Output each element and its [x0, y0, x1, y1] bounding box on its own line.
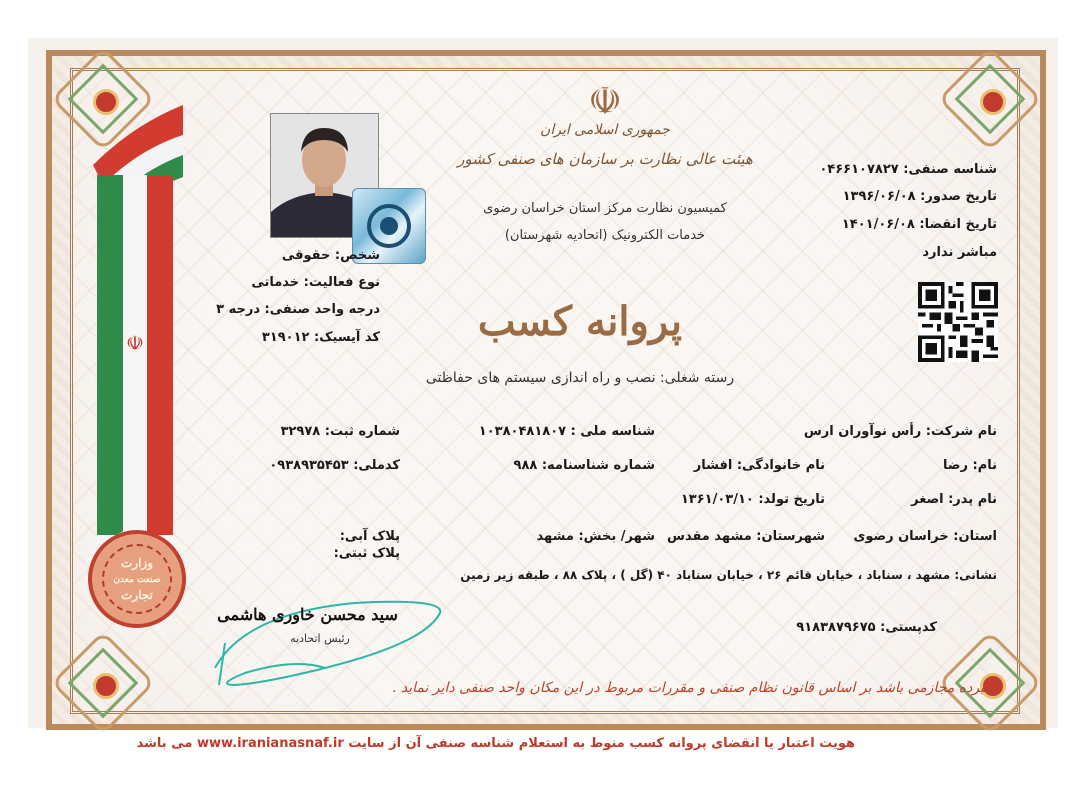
manager-status: مباشر ندارد: [922, 245, 997, 260]
postal-code: کدپستی: ۹۱۸۳۸۷۹۶۷۵: [796, 620, 937, 635]
county: شهرستان: مشهد مقدس: [667, 529, 825, 544]
id-number: شماره شناسنامه: ۹۸۸: [513, 458, 655, 473]
document-title: پروانه کسب: [477, 298, 683, 345]
header-service: خدمات الکترونیک (اتحادیه شهرستان): [504, 228, 706, 243]
activity-type: نوع فعالیت: خدماتی: [251, 275, 380, 290]
issue-date: تاریخ صدور: ۱۳۹۶/۰۶/۰۸: [842, 189, 997, 204]
ministry-stamp: وزارت صنعت معدن تجارت: [88, 530, 186, 628]
national-id: شناسه ملی : ۱۰۳۸۰۴۸۱۸۰۷: [478, 424, 655, 439]
birth-date: تاریخ تولد: ۱۳۶۱/۰۳/۱۰: [680, 492, 825, 507]
legal-notice: نامبرده مجازمی باشد بر اساس قانون نظام صنفی و مقررات مربوط در این مکان واحد صنفی دایر نماید .: [391, 680, 1000, 696]
isic-code: کد آیسیک: ۳۱۹۰۱۲: [261, 330, 380, 345]
flag-ribbon: [93, 105, 183, 565]
signatory-name: سید محسن خاوری هاشمی: [217, 605, 398, 624]
last-name: نام خانوادگی: افشار: [693, 458, 825, 473]
guild-id: شناسه صنفی: ۰۴۶۶۱۰۷۸۲۷: [819, 162, 997, 177]
province: استان: خراسان رضوی: [853, 529, 997, 544]
expiry-date: تاریخ انقضا: ۱۴۰۱/۰۶/۰۸: [841, 217, 997, 232]
job-category: رسته شغلی: نصب و راه اندازی سیستم های حفاظتی: [425, 370, 735, 386]
unit-grade: درجه واحد صنفی: درجه ۳: [216, 302, 380, 317]
first-name: نام: رضا: [943, 458, 997, 473]
address: نشانی: مشهد ، سناباد ، خیابان قائم ۲۶ ، خیابان سناباد ۴۰ (گل ) ، پلاک ۸۸ ، طبقه زیر زمین: [460, 568, 997, 582]
blue-plate: پلاک آبی:: [339, 529, 400, 544]
registered-plate: پلاک ثبتی:: [333, 546, 400, 561]
corner-ornament-top-right: [947, 56, 1033, 142]
svg-text:☫: ☫: [587, 79, 623, 123]
company-name: نام شرکت: رأس نوآوران ارس: [803, 424, 997, 439]
person-type: شخص: حقوقی: [281, 248, 380, 263]
national-code: کدملی: ۰۹۳۸۹۳۵۴۵۳: [269, 458, 400, 473]
svg-text:☫: ☫: [126, 331, 144, 355]
header-board: هیئت عالی نظارت بر سازمان های صنفی کشور: [457, 150, 753, 168]
emblem-icon: [582, 78, 628, 124]
qr-code[interactable]: [918, 282, 998, 362]
verification-note: هویت اعتبار یا انقضای پروانه کسب منوط به استعلام شناسه صنفی آن از سایت www.iranianasnaf.ir می باشد: [136, 736, 855, 751]
signatory-role: رئیس اتحادیه: [290, 632, 350, 645]
father-name: نام پدر: اصغر: [911, 492, 997, 507]
city: شهر/ بخش: مشهد: [536, 529, 655, 544]
header-republic: جمهوری اسلامی ایران: [540, 122, 670, 138]
corner-ornament-bottom-left: [60, 640, 146, 726]
registration-number: شماره ثبت: ۳۲۹۷۸: [280, 424, 400, 439]
header-commission: کمیسیون نظارت مرکز استان خراسان رضوی: [483, 201, 727, 216]
